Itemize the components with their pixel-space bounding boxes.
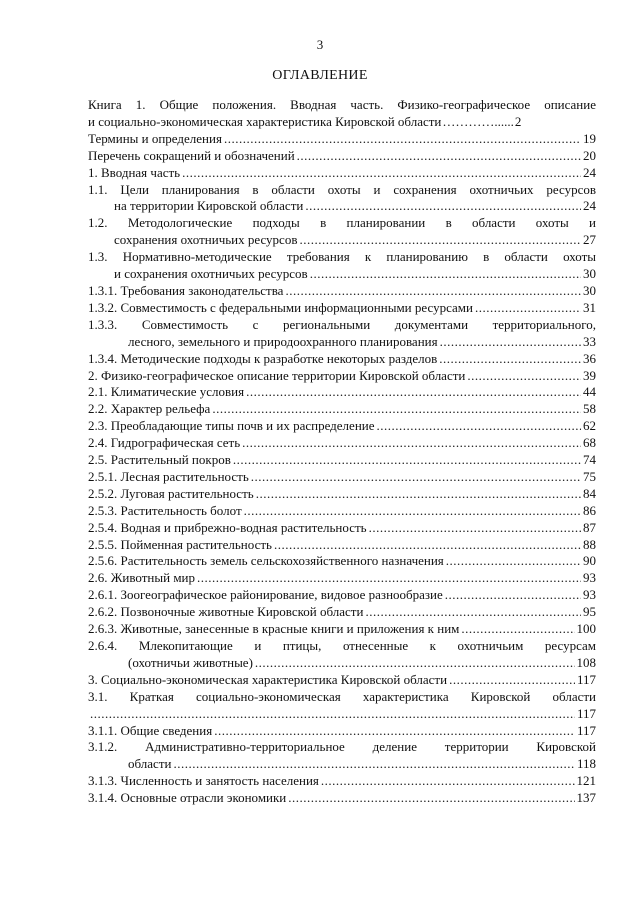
toc-entry-title: 3.1.1. Общие сведения xyxy=(88,722,213,738)
toc-entry-title: 2.6. Животный мир xyxy=(88,570,195,586)
toc-page-number: 93 xyxy=(583,570,596,586)
toc-entry[interactable] xyxy=(88,418,596,435)
dot-leader xyxy=(197,570,581,587)
toc-entry[interactable] xyxy=(88,638,596,672)
toc-entry-text: 1.3. Нормативно-методические требования к планированию в области охоты xyxy=(88,249,596,265)
toc-entry-title: 2.5.5. Пойменная растительность xyxy=(88,536,272,552)
toc-entry-title: 2.6.1. Зоогеографическое районирование, видовое разнообразие xyxy=(88,587,443,603)
toc-entry-text: 1.3.3. Совместимость с региональными документами территориального, xyxy=(88,316,596,332)
toc-entry-line xyxy=(88,384,596,401)
toc-page-number: 36 xyxy=(583,350,596,366)
toc-entry-title: 3.1.3. Численность и занятость населения xyxy=(88,773,319,789)
toc-entry-text: Книга 1. Общие положения. Вводная часть. Физико-географическое описание xyxy=(88,97,596,112)
toc-page-number: 90 xyxy=(583,553,596,569)
toc-page-number: 58 xyxy=(583,401,596,417)
toc-entry-line xyxy=(88,334,596,351)
toc-entry[interactable] xyxy=(88,401,596,418)
toc-entry-line xyxy=(88,706,596,723)
toc-entry[interactable] xyxy=(88,503,596,520)
toc-entry-title: области xyxy=(128,756,172,772)
toc-entry-line xyxy=(88,621,596,638)
toc-entry[interactable] xyxy=(88,384,596,401)
toc-title: ОГЛАВЛЕНИЕ xyxy=(272,68,368,83)
toc-page-number: 27 xyxy=(583,232,596,248)
dot-leader xyxy=(310,266,581,283)
dot-leader-text: …………...... xyxy=(442,113,514,129)
toc-entry[interactable] xyxy=(88,537,596,554)
dot-leader xyxy=(285,283,581,300)
dot-leader xyxy=(467,368,581,385)
dot-leader xyxy=(212,401,581,418)
toc-entry[interactable] xyxy=(88,739,596,773)
toc-page-number: 30 xyxy=(583,266,596,282)
toc-entry[interactable] xyxy=(88,773,596,790)
toc-entry-text: 1.2. Методологические подходы в планировании в области охоты и xyxy=(88,215,596,231)
toc-page-number: 84 xyxy=(583,485,596,501)
toc-entry-line xyxy=(88,655,596,672)
dot-leader xyxy=(233,452,581,469)
dot-leader xyxy=(305,198,581,215)
toc-entry-title: 2.5.6. Растительность земель сельскохозяйственного назначения xyxy=(88,553,444,569)
toc-page-number: 117 xyxy=(576,722,596,738)
toc-entry-title: 2.6.3. Животные, занесенные в красные книги и приложения к ним xyxy=(88,621,460,637)
toc-page-number: 2 xyxy=(514,113,522,129)
dot-leader xyxy=(445,587,581,604)
dot-leader xyxy=(256,486,581,503)
dot-leader xyxy=(475,300,581,317)
toc-page-number: 31 xyxy=(583,299,596,315)
toc-entry[interactable] xyxy=(88,621,596,638)
toc-entry[interactable] xyxy=(88,182,596,216)
toc-entry-line xyxy=(88,351,596,368)
toc-entry[interactable] xyxy=(88,723,596,740)
toc-entry-line xyxy=(88,672,596,689)
dot-leader xyxy=(297,148,581,165)
dot-leader xyxy=(442,114,514,131)
toc-entry-line xyxy=(88,773,596,790)
toc-page-number: 118 xyxy=(576,756,596,772)
dot-leader xyxy=(446,553,581,570)
toc-entry-line xyxy=(88,435,596,452)
dot-leader xyxy=(251,469,581,486)
toc-entry-title: на территории Кировской области xyxy=(114,198,304,214)
toc-entry-title: 2.6.2. Позвоночные животные Кировской области xyxy=(88,604,364,620)
toc-entry-text: 3.1. Краткая социально-экономическая характеристика Кировской области xyxy=(88,688,596,704)
toc-entry[interactable] xyxy=(88,317,596,351)
toc-entry[interactable] xyxy=(88,435,596,452)
toc-entry-line xyxy=(88,520,596,537)
toc-entry-line xyxy=(88,604,596,621)
dot-leader xyxy=(90,706,575,723)
toc-page-number: 87 xyxy=(583,519,596,535)
toc-entry-line xyxy=(88,587,596,604)
dot-leader xyxy=(182,165,581,182)
toc-entry[interactable] xyxy=(88,689,596,723)
toc-entry-line xyxy=(88,300,596,317)
toc-entry-line xyxy=(88,469,596,486)
toc-entry-line xyxy=(88,401,596,418)
dot-leader xyxy=(365,604,581,621)
toc-entry-title: и сохранения охотничьих ресурсов xyxy=(114,266,308,282)
toc-page-number: 74 xyxy=(583,452,596,468)
toc-page-number: 30 xyxy=(583,282,596,298)
toc-page-number: 88 xyxy=(583,536,596,552)
toc-entry-title: сохранения охотничьих ресурсов xyxy=(114,232,298,248)
toc-page-number: 24 xyxy=(583,164,596,180)
toc-entry[interactable] xyxy=(88,790,596,807)
toc-entry-line xyxy=(88,131,596,148)
page-number: 3 xyxy=(316,37,324,52)
dot-leader xyxy=(173,756,575,773)
dot-leader xyxy=(377,418,581,435)
toc-entry-title: Перечень сокращений и обозначений xyxy=(88,147,295,163)
toc-entry-line xyxy=(88,165,596,182)
toc-entry-text: 2.6.4. Млекопитающие и птицы, отнесенные к охотничьим ресурсам xyxy=(88,638,596,653)
dot-leader xyxy=(224,131,581,148)
toc-page-number: 117 xyxy=(576,705,596,721)
toc-entry[interactable] xyxy=(88,148,596,165)
toc-entry-title: 2.4. Гидрографическая сеть xyxy=(88,435,241,451)
toc-page-number: 39 xyxy=(583,367,596,383)
toc-entry-title: 2.5. Растительный покров xyxy=(88,452,231,468)
toc-entry-title: 2.5.2. Луговая растительность xyxy=(88,485,254,501)
toc-entry-title: 2.1. Климатические условия xyxy=(88,384,245,400)
toc-entry-title: 2.2. Характер рельефа xyxy=(88,401,211,417)
toc-entry-line xyxy=(88,790,596,807)
toc-page-number: 121 xyxy=(576,773,596,789)
dot-leader xyxy=(299,232,581,249)
toc-page-number: 86 xyxy=(583,502,596,518)
toc-entry-line xyxy=(88,198,596,215)
toc-entry-title: лесного, земельного и природоохранного планирования xyxy=(128,333,438,349)
toc-entry-line xyxy=(88,232,596,249)
dot-leader xyxy=(369,520,581,537)
toc-entry[interactable] xyxy=(88,469,596,486)
toc-page-number: 95 xyxy=(583,604,596,620)
toc-entry[interactable] xyxy=(88,215,596,249)
toc-entry-text: 1.1. Цели планирования в области охоты и сохранения охотничьих ресурсов xyxy=(88,181,596,197)
toc-page-number: 24 xyxy=(583,198,596,214)
toc-entry-line xyxy=(88,114,596,131)
toc-entry-title: 2.3. Преобладающие типы почв и их распределение xyxy=(88,418,375,434)
toc-entry-line xyxy=(88,553,596,570)
toc-entry[interactable] xyxy=(88,587,596,604)
toc-entry[interactable] xyxy=(88,351,596,368)
toc-entry-line xyxy=(88,537,596,554)
toc-entry-title: и социально-экономическая характеристика Кировской области xyxy=(88,113,442,129)
dot-leader xyxy=(440,334,581,351)
toc-entry[interactable] xyxy=(88,249,596,283)
toc-entry[interactable] xyxy=(88,604,596,621)
toc-entry-line xyxy=(88,486,596,503)
toc-entry-title: 1.3.4. Методические подходы к разработке некоторых разделов xyxy=(88,350,438,366)
dot-leader xyxy=(246,384,581,401)
toc-entry-line xyxy=(88,266,596,283)
toc-entry-line xyxy=(88,283,596,300)
toc-entry[interactable] xyxy=(88,486,596,503)
dot-leader xyxy=(439,351,581,368)
toc-entry-title: 3.1.4. Основные отрасли экономики xyxy=(88,790,287,806)
toc-entry[interactable] xyxy=(88,672,596,689)
toc-entry[interactable] xyxy=(88,520,596,537)
dot-leader xyxy=(461,621,574,638)
toc-entry-title: 2.5.3. Растительность болот xyxy=(88,502,242,518)
toc-entry-line xyxy=(88,756,596,773)
toc-entry-line xyxy=(88,452,596,469)
toc-list xyxy=(88,97,596,807)
toc-page-number: 93 xyxy=(583,587,596,603)
toc-entry[interactable] xyxy=(88,452,596,469)
toc-entry[interactable] xyxy=(88,131,596,148)
dot-leader xyxy=(244,503,581,520)
toc-page-number: 137 xyxy=(576,790,596,806)
toc-entry-title: (охотничьи животные) xyxy=(128,654,253,670)
toc-entry[interactable] xyxy=(88,165,596,182)
toc-entry-line xyxy=(88,418,596,435)
toc-entry[interactable] xyxy=(88,300,596,317)
toc-entry-line xyxy=(88,148,596,165)
toc-entry-title: 3. Социально-экономическая характеристика Кировской области xyxy=(88,671,448,687)
toc-entry-text: 3.1.2. Административно-территориальное деление территории Кировской xyxy=(88,739,596,755)
toc-entry[interactable] xyxy=(88,283,596,300)
toc-entry-title: 1.3.1. Требования законодательства xyxy=(88,282,284,298)
toc-page-number: 62 xyxy=(583,418,596,434)
toc-page-number: 108 xyxy=(576,654,596,670)
toc-entry-title: 2.5.4. Водная и прибрежно-водная растительность xyxy=(88,519,367,535)
dot-leader xyxy=(255,655,575,672)
toc-entry[interactable] xyxy=(88,368,596,385)
toc-page-number: 20 xyxy=(583,147,596,163)
toc-page-number: 75 xyxy=(583,468,596,484)
dot-leader xyxy=(449,672,575,689)
toc-page-number: 19 xyxy=(583,130,596,146)
toc-page-number: 68 xyxy=(583,435,596,451)
toc-page-number: 117 xyxy=(576,671,596,687)
toc-entry-line xyxy=(88,368,596,385)
toc-entry[interactable] xyxy=(88,97,596,131)
toc-entry[interactable] xyxy=(88,570,596,587)
dot-leader xyxy=(242,435,581,452)
toc-entry-title: 2.5.1. Лесная растительность xyxy=(88,468,249,484)
dot-leader xyxy=(274,537,581,554)
toc-entry-title: 1. Вводная часть xyxy=(88,164,181,180)
toc-entry-line xyxy=(88,723,596,740)
dot-leader xyxy=(214,723,575,740)
toc-entry-title: Термины и определения xyxy=(88,130,222,146)
toc-page-number: 33 xyxy=(583,333,596,349)
dot-leader xyxy=(288,790,574,807)
toc-entry[interactable] xyxy=(88,553,596,570)
toc-page-number: 44 xyxy=(583,384,596,400)
toc-entry-line xyxy=(88,503,596,520)
toc-entry-line xyxy=(88,570,596,587)
toc-entry-title: 1.3.2. Совместимость с федеральными информационными ресурсами xyxy=(88,299,473,315)
dot-leader xyxy=(321,773,575,790)
toc-page-number: 100 xyxy=(576,621,596,637)
toc-entry-title: 2. Физико-географическое описание территории Кировской области xyxy=(88,367,466,383)
